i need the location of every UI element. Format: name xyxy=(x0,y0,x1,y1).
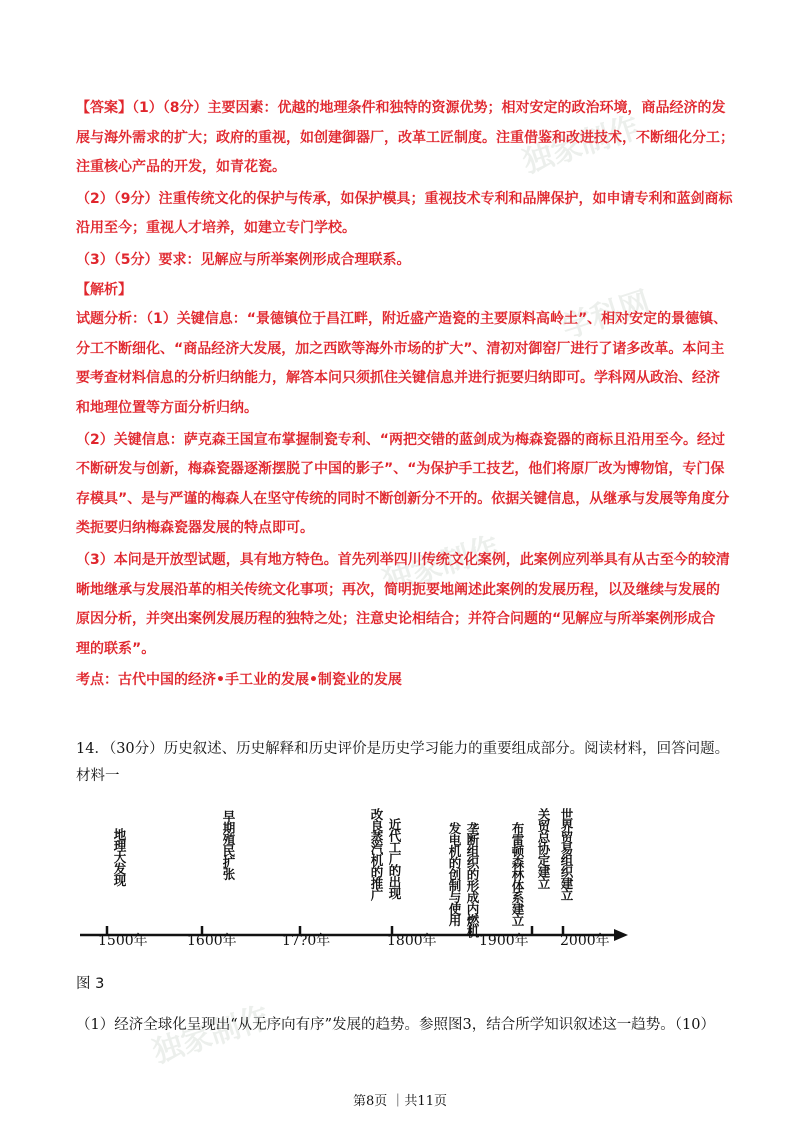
kaodian: 考点：古代中国的经济•手工业的发展•制瓷业的发展 xyxy=(76,672,402,689)
analysis-line: 原因分析，并突出案例发展历程的独特之处；注意史论相结合；并符合问题的“见解应与所举案例形成合 xyxy=(76,611,716,628)
answer-line: （2）（9分）注重传统文化的保护与传承，如保护模具；重视技术专利和品牌保护，如申请专利和蓝剑商标 xyxy=(76,190,733,207)
event-label: 世界贸易组织建立 xyxy=(559,808,574,900)
event-label: 关贸总协定建立 xyxy=(536,808,551,889)
answer-line: （3）（5分）要求：见解应与所举案例形成合理联系。 xyxy=(76,251,411,268)
analysis-line: （3）本问是开放型试题，具有地方特色。首先列举四川传统文化案例，此案例应列举具有从古至今的较清 xyxy=(76,551,730,568)
material-label: 材料一 xyxy=(76,768,120,784)
analysis-heading: 【解析】 xyxy=(76,281,132,298)
watermark: 学科网 xyxy=(557,284,655,346)
answer-line: 展与海外需求的扩大；政府的重视，如创建御器厂，改革工匠制度。注重借鉴和改进技术，不断细化分工； xyxy=(76,129,734,146)
analysis-line: 试题分析：（1）关键信息：“景德镇位于昌江畔，附近盛产造瓷的主要原料高岭土”、相对安定的景德镇、 xyxy=(76,311,728,328)
year-1500: 1500年 xyxy=(98,933,148,949)
year-2000: 2000年 xyxy=(560,933,610,949)
analysis-line: （2）关键信息：萨克森王国宣布掌握制瓷专利、“两把交错的蓝剑成为梅森瓷器的商标且沿用至今。经过 xyxy=(76,431,725,448)
watermark: 独家制作 xyxy=(518,110,644,181)
analysis-line: 要考查材料信息的分析归纳能力，解答本问只须抓住关键信息并进行扼要归纳即可。学科网从政治、经济 xyxy=(76,370,720,387)
year-1700: 17?0年 xyxy=(282,933,331,949)
event-label: 布雷顿森林体系建立 xyxy=(510,822,525,926)
answer-line: 沿用至今；重视人才培养，如建立专门学校。 xyxy=(76,220,356,237)
analysis-line: 类扼要归纳梅森瓷器发展的特点即可。 xyxy=(76,520,314,537)
page-footer: 第8页 ｜共11页 xyxy=(353,1094,447,1109)
year-1800: 1800年 xyxy=(387,933,437,949)
event-label: 早期殖民扩张 xyxy=(221,810,236,879)
watermark: 独家制作 xyxy=(378,530,504,601)
answer-line: 【答案】（1）（8分）主要因素：优越的地理条件和独特的资源优势；相对安定的政治环境，商品经济的发 xyxy=(76,100,726,116)
sub-question-1: （1）经济全球化呈现出“从无序向有序”发展的趋势。参照图3，结合所学知识叙述这一趋势。（10） xyxy=(76,1017,715,1033)
question-intro: 14．（30分）历史叙述、历史解释和历史评价是历史学习能力的重要组成部分。阅读材料，回答问题。 xyxy=(76,741,730,757)
analysis-line: 晰地继承与发展沿革的相关传统文化事项；再次，简明扼要地阐述此案例的发展历程，以及继续与发展的 xyxy=(76,581,720,598)
watermark: 独家制作 xyxy=(148,1000,274,1071)
year-1600: 1600年 xyxy=(187,933,237,949)
figure-caption: 图 3 xyxy=(76,976,105,992)
analysis-line: 和地理位置等方面分析归纳。 xyxy=(76,399,258,416)
event-label: 改良蒸汽机的推广 xyxy=(369,808,384,900)
event-label: 地理大发现 xyxy=(112,828,127,886)
analysis-line: 分工不断细化、“商品经济大发展，加之西欧等海外市场的扩大”、清初对御窑厂进行了诸多改革。本问主 xyxy=(76,340,725,357)
event-label: 垄断组织的形成内燃机 xyxy=(465,822,480,937)
analysis-line: 存模具”、是与严谨的梅森人在坚守传统的同时不断创新分不开的。依据关键信息，从继承与发展等角度分 xyxy=(76,490,730,507)
analysis-line: 不断研发与创新，梅森瓷器逐渐摆脱了中国的影子”、“为保护手工技艺，他们将原厂改为博物馆，专门保 xyxy=(76,461,725,478)
answer-line: 注重核心产品的开发，如青花瓷。 xyxy=(76,159,286,176)
analysis-line: 理的联系”。 xyxy=(76,640,156,657)
year-1900: 1900年 xyxy=(479,933,529,949)
event-label: 发电机的创制与使用 xyxy=(447,822,462,926)
event-label: 近代工厂的出现 xyxy=(387,818,402,899)
